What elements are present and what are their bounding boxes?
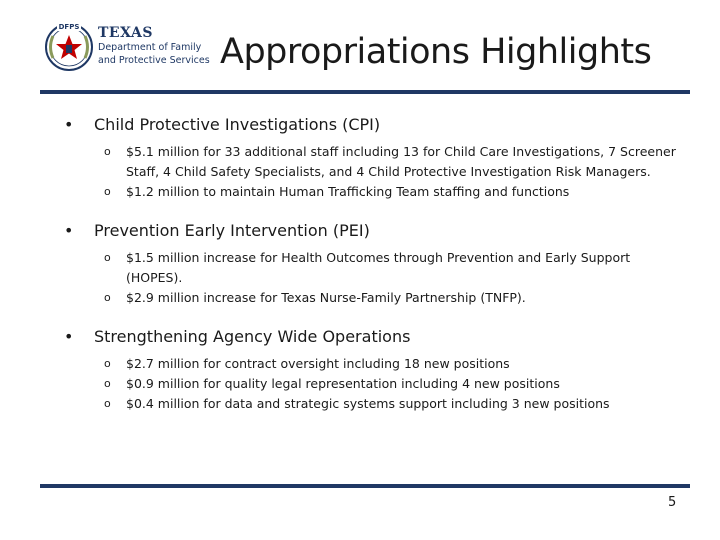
- bullet-icon: •: [64, 327, 74, 346]
- section-heading: [64, 114, 684, 136]
- bottom-divider: [40, 484, 690, 488]
- list-item-text: $0.4 million for data and strategic systems support including 3 new positions: [126, 396, 610, 411]
- sub-bullet-list: [64, 248, 684, 308]
- logo-line-texas: TEXAS: [98, 25, 153, 41]
- list-item: [64, 182, 684, 202]
- list-item: [64, 288, 684, 308]
- star-seal-icon: [44, 20, 94, 72]
- list-item: [64, 354, 684, 374]
- sub-bullet-icon: o: [104, 185, 111, 198]
- bullet-icon: •: [64, 221, 74, 240]
- top-divider: [40, 90, 690, 94]
- sub-bullet-icon: o: [104, 357, 111, 370]
- sub-bullet-icon: o: [104, 377, 111, 390]
- list-item-text: $2.9 million increase for Texas Nurse-Family Partnership (TNFP).: [126, 290, 526, 305]
- sub-bullet-icon: o: [104, 145, 111, 158]
- sub-bullet-icon: o: [104, 251, 111, 264]
- list-item-text: $1.5 million increase for Health Outcomes through Prevention and Early Support (HOPES).: [126, 250, 631, 285]
- sub-bullet-list: [64, 354, 684, 414]
- section-cpi: [64, 114, 684, 202]
- section-heading-text: Child Protective Investigations (CPI): [94, 115, 381, 134]
- logo-line-department: Department of Family: [98, 42, 202, 53]
- list-item: [64, 374, 684, 394]
- list-item-text: $0.9 million for quality legal representation including 4 new positions: [126, 376, 560, 391]
- slide-body: [64, 114, 684, 432]
- section-heading: [64, 326, 684, 348]
- section-heading-text: Prevention Early Intervention (PEI): [94, 221, 370, 240]
- sub-bullet-icon: o: [104, 291, 111, 304]
- list-item-text: $1.2 million to maintain Human Trafficking Team staffing and functions: [126, 184, 570, 199]
- section-heading-text: Strengthening Agency Wide Operations: [94, 327, 411, 346]
- section-operations: [64, 326, 684, 414]
- sub-bullet-icon: o: [104, 397, 111, 410]
- sub-bullet-list: [64, 142, 684, 202]
- seal-badge-text: DFPS: [58, 23, 80, 31]
- list-item-text: $5.1 million for 33 additional staff including 13 for Child Care Investigations, 7 Screener Staff, 4 Child Safety Specialists, and 4 Child Protective Investigation Risk Managers.: [126, 144, 676, 179]
- bullet-icon: •: [64, 115, 74, 134]
- section-pei: [64, 220, 684, 308]
- list-item-text: $2.7 million for contract oversight including 18 new positions: [126, 356, 510, 371]
- section-heading: [64, 220, 684, 242]
- slide-title: Appropriations Highlights: [220, 32, 652, 72]
- list-item: [64, 142, 684, 182]
- page-number: 5: [668, 495, 677, 510]
- dfps-logo: [44, 20, 224, 78]
- list-item: [64, 248, 684, 288]
- logo-line-services: and Protective Services: [98, 54, 210, 66]
- list-item: [64, 394, 684, 414]
